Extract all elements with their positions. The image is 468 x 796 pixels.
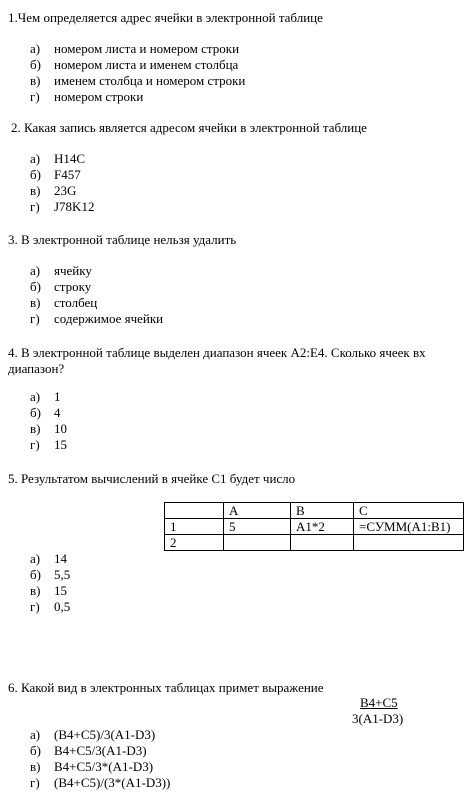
q6-option-b-letter: б) [30,743,41,758]
question-6-text: 6. Какой вид в электронных таблицах примет выражение [8,680,324,695]
q5-option-a-letter: а) [30,551,41,566]
q6-option-c-letter: в) [30,759,41,774]
table-cell [224,535,291,551]
q1-option-d-letter: г) [30,89,40,104]
q5-option-c-letter: в) [30,583,41,598]
table-cell [291,535,354,551]
question-4-text-line1: 4. В электронной таблице выделен диапазон ячеек A2:E4. Сколько ячеек вх [8,345,426,360]
table-cell: 1 [165,519,224,535]
q3-option-d-letter: г) [30,311,40,326]
q2-option-d-letter: г) [30,199,40,214]
q4-option-d-text: 15 [54,437,67,452]
fraction-numerator: B4+C5 [360,695,398,710]
q3-option-c-text: столбец [54,295,98,310]
question-1-text: 1.Чем определяется адрес ячейки в электронной таблице [8,10,323,25]
question-2-text: 2. Какая запись является адресом ячейки в электронной таблице [11,120,367,135]
q6-option-c-text: B4+C5/3*(A1-D3) [54,759,154,774]
q1-option-c-text: именем столбца и номером строки [54,73,246,88]
q3-option-b-letter: б) [30,279,41,294]
table-cell: 2 [165,535,224,551]
q5-option-b-letter: б) [30,567,41,582]
q4-option-a-letter: а) [30,389,41,404]
q2-option-d-text: J78K12 [54,199,95,214]
q2-option-b-text: F457 [54,167,81,182]
q3-option-a-letter: а) [30,263,41,278]
q6-option-d-text: (B4+C5)/(3*(A1-D3)) [54,775,171,790]
table-row [165,535,464,551]
q1-option-d-text: номером строки [54,89,144,104]
table-header-cell: C [354,503,464,519]
q4-option-b-text: 4 [54,405,61,420]
q5-option-a-text: 14 [54,551,67,566]
table-header-cell [165,503,224,519]
q4-option-c-letter: в) [30,421,41,436]
fraction-denominator: 3(A1-D3) [352,711,404,726]
table-header-cell: A [224,503,291,519]
q2-option-c-text: 23G [54,183,77,198]
table-row [165,519,464,535]
spreadsheet-table [164,502,464,551]
table-cell: A1*2 [291,519,354,535]
q1-option-a-letter: а) [30,41,41,56]
q1-option-c-letter: в) [30,73,41,88]
q3-option-b-text: строку [54,279,92,294]
q4-option-b-letter: б) [30,405,41,420]
q6-option-b-text: B4+C5/3(A1-D3) [54,743,147,758]
q2-option-c-letter: в) [30,183,41,198]
q4-option-a-text: 1 [54,389,61,404]
q6-option-a-letter: а) [30,727,41,742]
q1-option-b-text: номером листа и именем столбца [54,57,239,72]
q2-option-a-letter: а) [30,151,41,166]
q4-option-c-text: 10 [54,421,67,436]
q6-option-a-text: (B4+C5)/3(A1-D3) [54,727,156,742]
q6-option-d-letter: г) [30,775,40,790]
table-cell [354,535,464,551]
q3-option-a-text: ячейку [54,263,92,278]
q5-option-d-letter: г) [30,599,40,614]
q2-option-b-letter: б) [30,167,41,182]
q2-option-a-text: H14C [54,151,86,166]
table-header-row [165,503,464,519]
q1-option-a-text: номером листа и номером строки [54,41,240,56]
q5-option-d-text: 0,5 [54,599,71,614]
q5-option-c-text: 15 [54,583,67,598]
q4-option-d-letter: г) [30,437,40,452]
table-cell: 5 [224,519,291,535]
q3-option-c-letter: в) [30,295,41,310]
question-5-text: 5. Результатом вычислений в ячейке С1 будет число [8,471,296,486]
question-4-text-line2: диапазон? [8,361,65,376]
q3-option-d-text: содержимое ячейки [54,311,164,326]
q5-option-b-text: 5,5 [54,567,71,582]
q1-option-b-letter: б) [30,57,41,72]
table-header-cell: B [291,503,354,519]
question-3-text: 3. В электронной таблице нельзя удалить [8,232,237,247]
table-cell: =СУММ(A1:B1) [354,519,464,535]
